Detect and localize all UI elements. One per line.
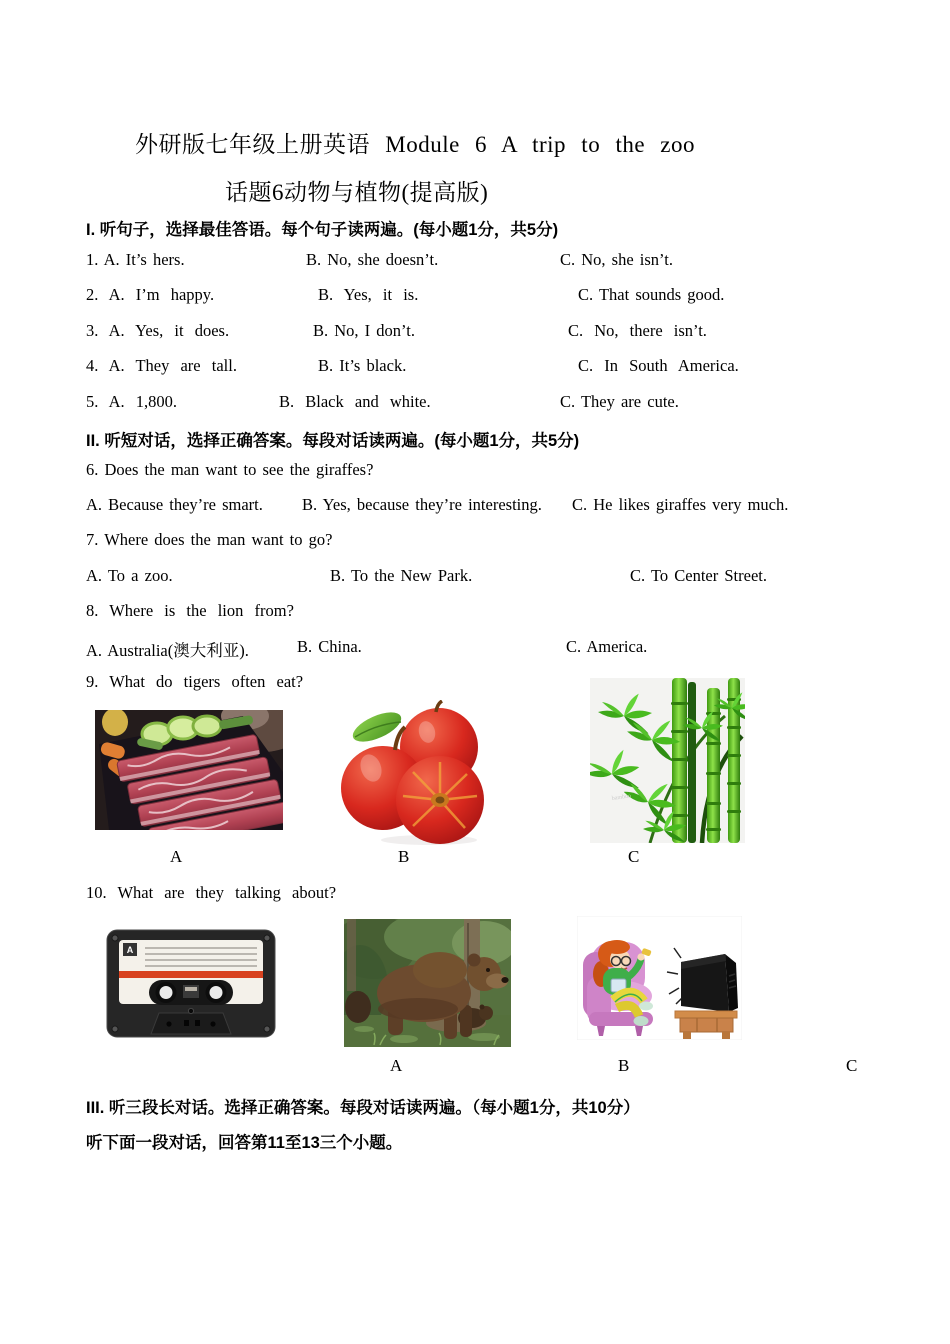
q5-option-b: B. Black and white. — [279, 392, 431, 411]
q1-option-a: 1. A. It’s hers. — [86, 250, 185, 269]
svg-text:bamboo: bamboo — [611, 793, 632, 802]
question-3-row — [0, 321, 950, 345]
q3-option-a: 3. A. Yes, it does. — [86, 321, 230, 340]
q7-option-b: B. To the New Park. — [330, 566, 473, 585]
question-9-text-row — [0, 672, 950, 696]
q4-option-a: 4. A. They are tall. — [86, 356, 237, 375]
section-3-note: 听下面一段对话，回答第11至13三个小题。 — [86, 1134, 403, 1152]
question-7-options-row — [0, 566, 950, 590]
apples-image — [337, 700, 490, 845]
q7-text: 7. Where does the man want to go? — [86, 530, 333, 549]
q10-label-c: C — [846, 1056, 858, 1075]
q3-option-b: B. No, I don’t. — [313, 321, 415, 340]
section-3-heading: III. 听三段长对话。选择正确答案。每段对话读两遍。（每小题1分，共10分） — [86, 1099, 640, 1117]
document-subtitle: 话题6动物与植物(提高版) — [225, 180, 489, 205]
q9-label-a: A — [170, 847, 183, 866]
section-2-heading: II. 听短对话，选择正确答案。每段对话读两遍。(每小题1分，共5分) — [86, 432, 580, 450]
q1-option-c: C. No, she isn’t. — [560, 250, 673, 269]
q6-option-c: C. He likes giraffes very much. — [572, 495, 789, 514]
svg-text:A: A — [126, 945, 134, 955]
q1-option-b: B. No, she doesn’t. — [306, 250, 439, 269]
q8-option-c: C. America. — [566, 637, 648, 656]
bamboo-image — [590, 678, 745, 843]
q2-option-a: 2. A. I’m happy. — [86, 285, 215, 304]
question-8-options-row — [0, 637, 950, 661]
q4-option-c: C. In South America. — [578, 356, 739, 375]
question-8-text-row — [0, 601, 950, 625]
q5-option-c: C. They are cute. — [560, 392, 679, 411]
question-6-options-row — [0, 495, 950, 519]
question-1-row — [0, 250, 950, 274]
q6-option-b: B. Yes, because they’re interesting. — [302, 495, 542, 514]
q8-option-a: A. Australia(澳大利亚). — [86, 641, 249, 660]
question-6-text-row — [0, 460, 950, 484]
section-1-heading: I. 听句子，选择最佳答语。每个句子读两遍。(每小题1分，共5分) — [86, 221, 559, 239]
q6-text: 6. Does the man want to see the giraffes? — [86, 460, 374, 479]
q4-option-b: B. It’s black. — [318, 356, 407, 375]
q10-label-a: A — [390, 1056, 403, 1075]
cassette-image — [105, 927, 277, 1040]
watching-tv-image — [577, 916, 742, 1040]
question-7-text-row — [0, 530, 950, 554]
q7-option-a: A. To a zoo. — [86, 566, 173, 585]
q9-label-c: C — [628, 847, 640, 866]
q10-label-b: B — [618, 1056, 630, 1075]
q10-text: 10. What are they talking about? — [86, 883, 337, 902]
bear-image — [344, 919, 511, 1047]
q5-option-a: 5. A. 1,800. — [86, 392, 178, 411]
q7-option-c: C. To Center Street. — [630, 566, 767, 585]
question-5-row — [0, 392, 950, 416]
q9-label-b: B — [398, 847, 410, 866]
q8-text: 8. Where is the lion from? — [86, 601, 294, 620]
document-title: 外研版七年级上册英语 Module 6 A trip to the zoo — [135, 132, 696, 157]
meat-image — [95, 710, 283, 830]
q6-option-a: A. Because they’re smart. — [86, 495, 263, 514]
q9-text: 9. What do tigers often eat? — [86, 672, 304, 691]
q8-option-b: B. China. — [297, 637, 362, 656]
question-4-row — [0, 356, 950, 380]
q2-option-c: C. That sounds good. — [578, 285, 725, 304]
q2-option-b: B. Yes, it is. — [318, 285, 419, 304]
q3-option-c: C. No, there isn’t. — [568, 321, 707, 340]
question-10-text-row — [0, 883, 950, 907]
question-2-row — [0, 285, 950, 309]
